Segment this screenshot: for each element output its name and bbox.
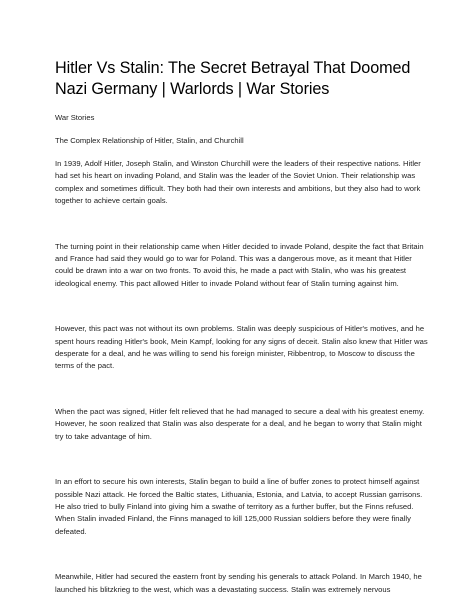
paragraph-spacer [55,290,430,323]
paragraph-spacer [55,538,430,571]
paragraph-3: However, this pact was not without its own problems. Stalin was deeply suspicious of Hitler's motives, and he spent hours reading Hitler's book, Mein Kampf, looking for any signs of deceit. Stalin also knew that Hitler was desperate for a deal, and he was willing to send his foreign minister, Ribbentrop, to Moscow to discuss the terms of the pact. [55,324,428,371]
document-title: Hitler Vs Stalin: The Secret Betrayal That Doomed Nazi Germany | Warlords | War Stories [55,59,411,98]
paragraph-1: In 1939, Adolf Hitler, Joseph Stalin, and Winston Churchill were the leaders of their respective nations. Hitler had set his heart on invading Poland, and Stalin was the leader of the Soviet Union. Their relationship was complex and sometimes difficult. They both had their own interests and ambitions, but they also had to work together to achieve certain goals. [55,159,421,206]
paragraph-2: The turning point in their relationship came when Hitler decided to invade Poland, despite the fact that Britain and France had said they would go to war for Poland. This was a dangerous move, as it meant that Hitler could be drawn into a war on two fronts. To avoid this, he made a pact with Stalin, who was his greatest ideological enemy. This pact allowed Hitler to invade Poland without fear of Stalin turning against him. [55,241,424,288]
paragraph-6: Meanwhile, Hitler had secured the eastern front by sending his generals to attack Poland. In March 1940, he launched his blitzkrieg to the west, which was a devastating success. Stalin was extremely nervous [55,572,422,594]
paragraph-5: In an effort to secure his own interests, Stalin began to build a line of buffer zones to protect himself against possible Nazi attack. He forced the Baltic states, Lithuania, Estonia, and Latvia, to accept Russian garrisons. He also tried to bully Finland into giving him a swathe of territory as a further buffer, but the Finns refused. When Stalin invaded Finland, the Finns managed to kill 125,000 Russian soldiers before they were finally defeated. [55,477,423,536]
document-category: War Stories [55,113,95,122]
paragraph-spacer [55,443,430,476]
paragraph-4: When the pact was signed, Hitler felt relieved that he had managed to secure a deal with his greatest enemy. However, he soon realized that Stalin was also desperate for a deal, and he began to worry that Stalin might try to take advantage of him. [55,406,425,441]
paragraph-spacer [55,208,430,241]
document-subtitle: The Complex Relationship of Hitler, Stalin, and Churchill [55,136,244,145]
paragraph-spacer [55,373,430,406]
